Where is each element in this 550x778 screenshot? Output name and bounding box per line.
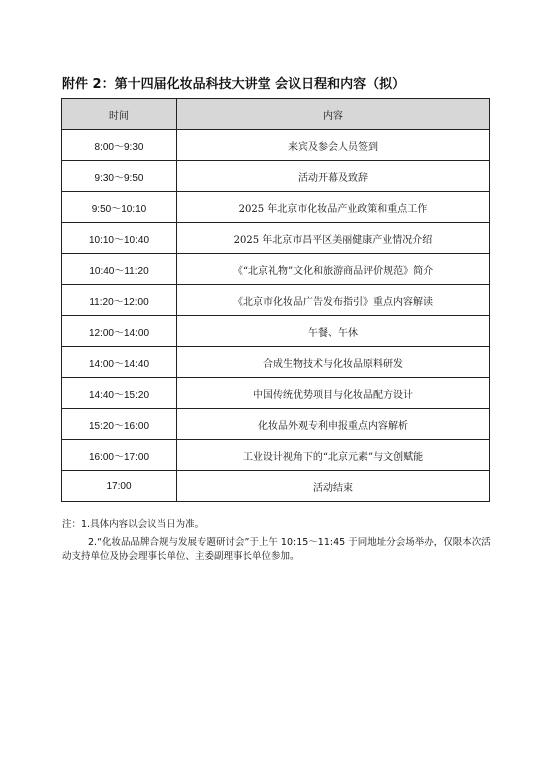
row-content: 合成生物技术与化妆品原料研发 <box>177 347 490 378</box>
row-content: 活动开幕及致辞 <box>177 161 490 192</box>
row-time: 11:20～12:00 <box>62 285 177 316</box>
row-content: 2025 年北京市昌平区美丽健康产业情况介绍 <box>177 223 490 254</box>
table-row <box>62 161 490 192</box>
header-content: 内容 <box>177 99 490 130</box>
table-row <box>62 223 490 254</box>
row-time: 9:30～9:50 <box>62 161 177 192</box>
row-time: 9:50～10:10 <box>62 192 177 223</box>
row-content: 工业设计视角下的“北京元素”与文创赋能 <box>177 440 490 471</box>
row-time: 8:00～9:30 <box>62 130 177 161</box>
table-row <box>62 192 490 223</box>
table-row <box>62 285 490 316</box>
table-row <box>62 471 490 502</box>
note-1: 注：1.具体内容以会议当日为准。 <box>62 519 205 530</box>
notes-section <box>62 518 492 568</box>
table-row <box>62 254 490 285</box>
table-row <box>62 378 490 409</box>
header-time: 时间 <box>62 99 177 130</box>
table-row <box>62 409 490 440</box>
schedule-table <box>61 98 490 502</box>
table-row <box>62 316 490 347</box>
table-row <box>62 347 490 378</box>
row-time: 10:40～11:20 <box>62 254 177 285</box>
row-content: 2025 年北京市化妆品产业政策和重点工作 <box>177 192 490 223</box>
row-time: 10:10～10:40 <box>62 223 177 254</box>
table-row <box>62 440 490 471</box>
row-time: 16:00～17:00 <box>62 440 177 471</box>
note-2: 2.“化妆品品牌合规与发展专题研讨会”于上午 10:15～11:45 于同地址分会场举办，仅限本次活动支持单位及协会理事长单位、主委副理事长单位参加。 <box>62 537 491 562</box>
row-time: 14:00～14:40 <box>62 347 177 378</box>
row-time: 12:00～14:00 <box>62 316 177 347</box>
row-time: 14:40～15:20 <box>62 378 177 409</box>
row-content: 化妆品外观专利申报重点内容解析 <box>177 409 490 440</box>
row-time: 15:20～16:00 <box>62 409 177 440</box>
row-content: 活动结束 <box>177 471 490 502</box>
table-row <box>62 130 490 161</box>
row-time: 17:00 <box>62 471 177 502</box>
row-content: 午餐、午休 <box>177 316 490 347</box>
row-content: 中国传统优势项目与化妆品配方设计 <box>177 378 490 409</box>
row-content: 来宾及参会人员签到 <box>177 130 490 161</box>
row-content: 《北京市化妆品广告发布指引》重点内容解读 <box>177 285 490 316</box>
row-content: 《“北京礼物”文化和旅游商品评价规范》简介 <box>177 254 490 285</box>
document-title: 附件 2：第十四届化妆品科技大讲堂 会议日程和内容（拟） <box>62 77 406 92</box>
table-header-row <box>62 99 490 130</box>
